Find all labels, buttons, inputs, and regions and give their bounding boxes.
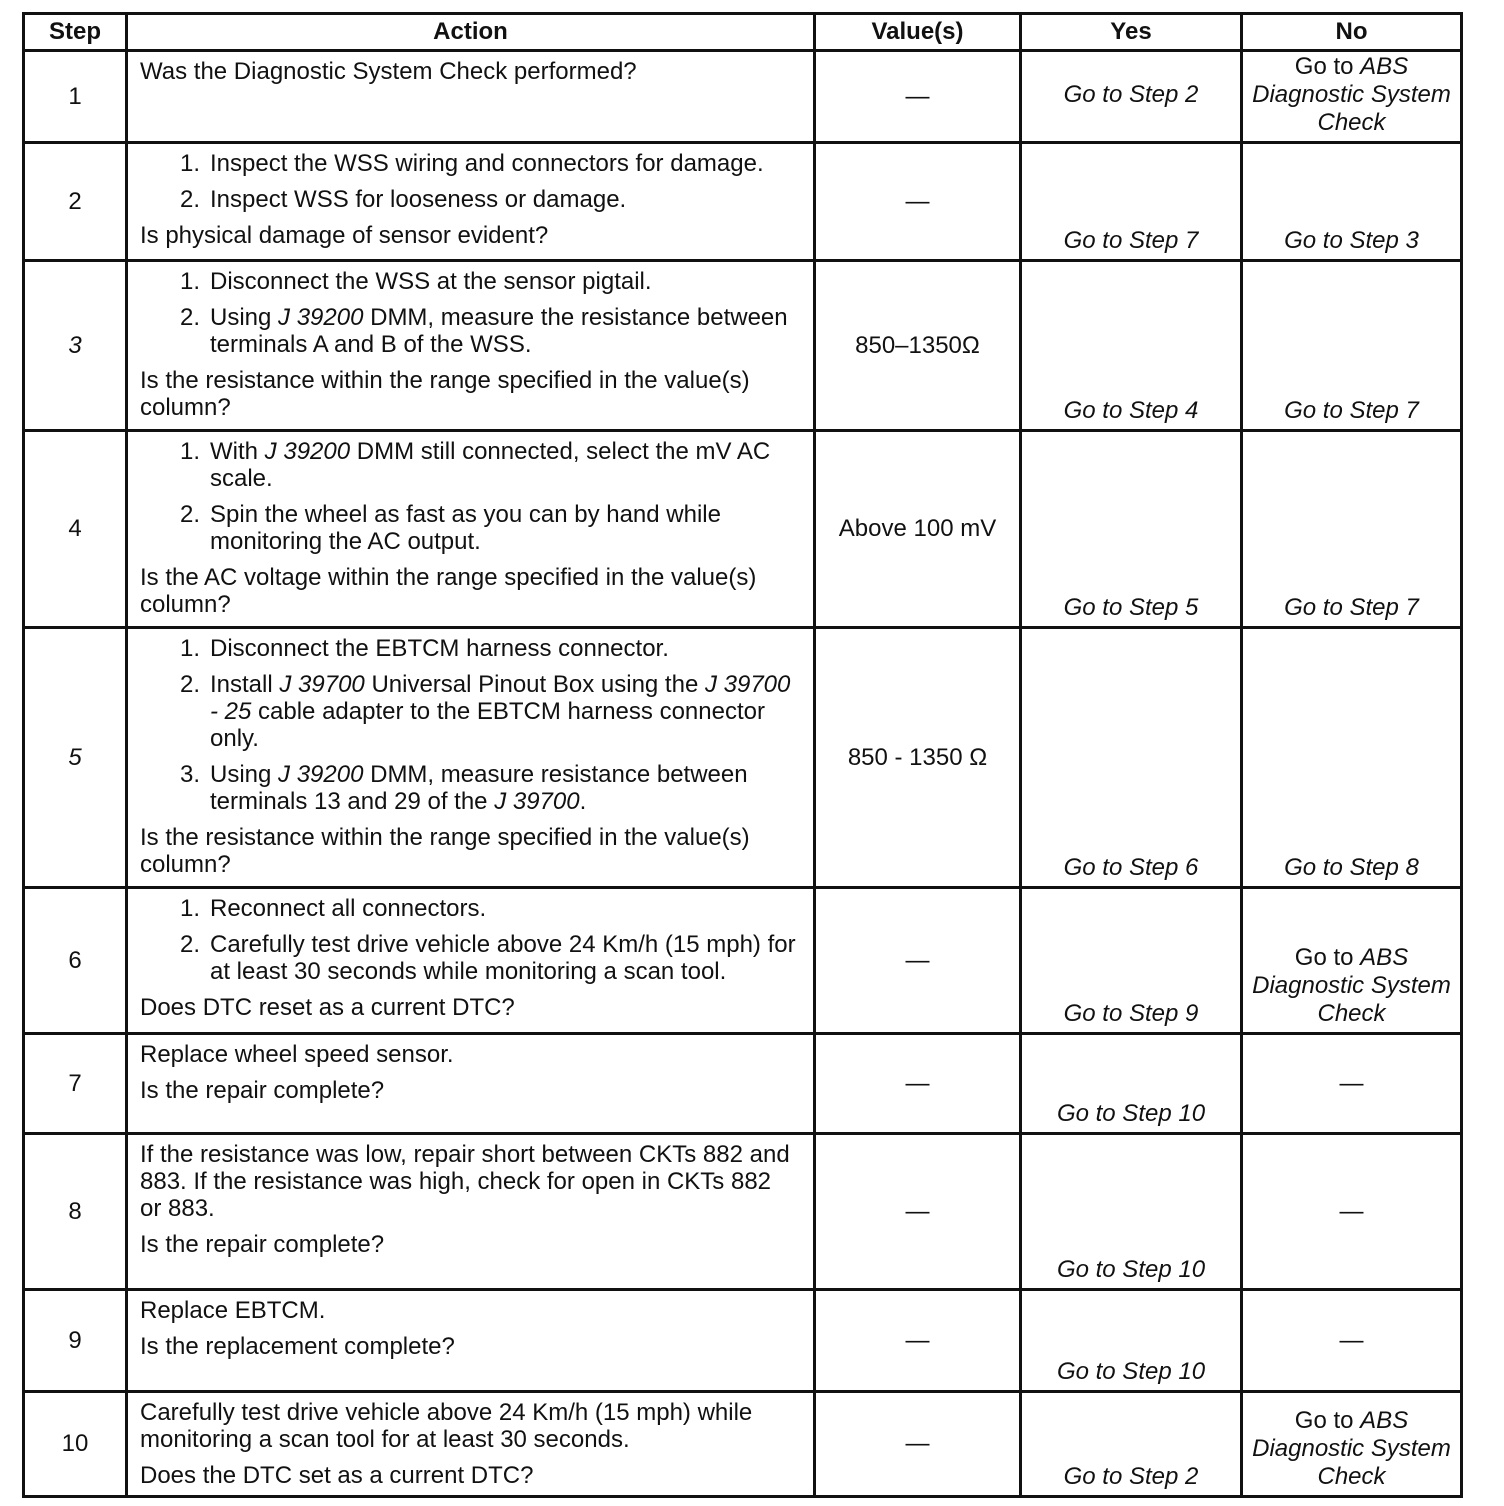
no-cell (1242, 51, 1462, 143)
table-row (24, 1392, 1462, 1497)
step-number: 6 (24, 888, 127, 1034)
table-row (24, 261, 1462, 431)
no-cell: — (1242, 1290, 1462, 1392)
no-prefix: Go to (1294, 1407, 1361, 1434)
tool-ref: J 39200 (264, 438, 351, 465)
yes-cell: Go to Step 10 (1021, 1034, 1242, 1134)
table-row (24, 628, 1462, 888)
step-number: 3 (24, 261, 127, 431)
step-number: 8 (24, 1134, 127, 1290)
action-question: Is the AC voltage within the range specified in the value(s) column? (140, 564, 757, 618)
no-cell (1242, 888, 1462, 1034)
step-number: 5 (24, 628, 127, 888)
value-cell: — (815, 143, 1021, 261)
table-row (24, 888, 1462, 1034)
header-no: No (1242, 14, 1462, 51)
tool-ref: J 39200 (278, 761, 364, 788)
action-cell (127, 1034, 815, 1134)
no-cell: Go to Step 3 (1242, 143, 1462, 261)
action-item: Install J 39700 Universal Pinout Box using the J 39700 - 25 cable adapter to the EBTCM harness connector only. (210, 671, 791, 752)
action-question: Does DTC reset as a current DTC? (140, 994, 515, 1021)
no-cell: — (1242, 1034, 1462, 1134)
yes-cell: Go to Step 7 (1021, 143, 1242, 261)
action-text: Replace wheel speed sensor. (140, 1041, 454, 1068)
action-item: Inspect WSS for looseness or damage. (210, 186, 627, 213)
header-action: Action (127, 14, 815, 51)
table-row (24, 51, 1462, 143)
tool-ref: J 39200 (278, 304, 364, 331)
step-number: 1 (24, 51, 127, 143)
action-item: Using J 39200 DMM, measure resistance between terminals 13 and 29 of the J 39700. (210, 761, 748, 815)
no-link: ABS Diagnostic System Check (1252, 52, 1451, 136)
step-number: 9 (24, 1290, 127, 1392)
diagnostic-table (22, 12, 1463, 1498)
value-cell: — (815, 1034, 1021, 1134)
action-cell (127, 51, 815, 143)
step-number: 2 (24, 143, 127, 261)
yes-cell: Go to Step 9 (1021, 888, 1242, 1034)
yes-cell: Go to Step 4 (1021, 261, 1242, 431)
action-cell (127, 1134, 815, 1290)
no-cell: — (1242, 1134, 1462, 1290)
action-cell (127, 1290, 815, 1392)
no-cell: Go to Step 7 (1242, 261, 1462, 431)
action-question: Is the resistance within the range specified in the value(s) column? (140, 367, 750, 421)
action-question: Is the repair complete? (140, 1077, 385, 1104)
action-item: Using J 39200 DMM, measure the resistance between terminals A and B of the WSS. (210, 304, 788, 358)
action-cell (127, 1392, 815, 1497)
yes-cell: Go to Step 10 (1021, 1290, 1242, 1392)
header-step: Step (24, 14, 127, 51)
no-prefix: Go to (1294, 944, 1361, 971)
table-row (24, 1034, 1462, 1134)
value-cell: Above 100 mV (815, 431, 1021, 628)
action-item: With J 39200 DMM still connected, select the mV AC scale. (210, 438, 771, 492)
table-row (24, 1134, 1462, 1290)
action-cell: 1. With J 39200 DMM still connected, select the mV AC scale. 2. Spin the wheel as fast as you can by hand while monitoring the AC output. Is the AC voltage within the range specified in the value(s) column? (127, 431, 815, 628)
yes-cell: Go to Step 6 (1021, 628, 1242, 888)
action-item: Reconnect all connectors. (210, 895, 487, 922)
no-cell (1242, 1392, 1462, 1497)
value-cell: — (815, 1392, 1021, 1497)
header-values: Value(s) (815, 14, 1021, 51)
action-item: Inspect the WSS wiring and connectors for damage. (210, 150, 764, 177)
header-row (24, 14, 1462, 51)
yes-cell: Go to Step 5 (1021, 431, 1242, 628)
yes-cell: Go to Step 2 (1021, 1392, 1242, 1497)
action-text: If the resistance was low, repair short between CKTs 882 and 883. If the resistance was high, check for open in CKTs 882 or 883. (140, 1141, 790, 1222)
value-cell: 850–1350Ω (815, 261, 1021, 431)
tool-ref: J 39700 (494, 788, 580, 815)
action-question: Is the replacement complete? (140, 1333, 455, 1360)
step-number: 10 (24, 1392, 127, 1497)
action-question: Is physical damage of sensor evident? (140, 222, 549, 249)
action-text: Was the Diagnostic System Check performed? (140, 58, 637, 85)
value-cell: — (815, 51, 1021, 143)
tool-ref: J 39700 - 25 (210, 671, 791, 725)
table-row (24, 431, 1462, 628)
no-link: ABS Diagnostic System Check (1252, 1407, 1451, 1490)
action-item: Spin the wheel as fast as you can by hand while monitoring the AC output. (210, 501, 721, 555)
value-cell: — (815, 888, 1021, 1034)
action-text: Carefully test drive vehicle above 24 Km/h (15 mph) while monitoring a scan tool for at least 30 seconds. (140, 1399, 753, 1453)
step-number: 7 (24, 1034, 127, 1134)
action-cell: 1. Reconnect all connectors. 2. Carefully test drive vehicle above 24 Km/h (15 mph) for at least 30 seconds while monitoring a scan tool. Does DTC reset as a current DTC? (127, 888, 815, 1034)
action-item: Disconnect the EBTCM harness connector. (210, 635, 669, 662)
action-question: Is the repair complete? (140, 1231, 385, 1258)
header-yes: Yes (1021, 14, 1242, 51)
action-item: Disconnect the WSS at the sensor pigtail. (210, 268, 652, 295)
action-item: Carefully test drive vehicle above 24 Km/h (15 mph) for at least 30 seconds while monitoring a scan tool. (210, 931, 796, 985)
table-row (24, 143, 1462, 261)
value-cell: — (815, 1134, 1021, 1290)
action-cell: 1. Disconnect the EBTCM harness connector. 2. Install J 39700 Universal Pinout Box using the J 39700 - 25 cable adapter to the EBTCM harness connector only. 3. Using J 39200 DMM, measure resistance between terminals 13 and 29 of the J 39700. Is the resistance within the range specified in the value(s) column? (127, 628, 815, 888)
action-text: Replace EBTCM. (140, 1297, 326, 1324)
step-number: 4 (24, 431, 127, 628)
yes-cell: Go to Step 2 (1021, 51, 1242, 143)
action-question: Does the DTC set as a current DTC? (140, 1462, 534, 1489)
no-cell: Go to Step 8 (1242, 628, 1462, 888)
action-question: Is the resistance within the range specified in the value(s) column? (140, 824, 750, 878)
no-prefix: Go to (1294, 52, 1361, 80)
action-cell: 1. Disconnect the WSS at the sensor pigtail. 2. Using J 39200 DMM, measure the resistance between terminals A and B of the WSS. Is the resistance within the range specified in the value(s) column? (127, 261, 815, 431)
table-row (24, 1290, 1462, 1392)
value-cell: 850 - 1350 Ω (815, 628, 1021, 888)
no-cell: Go to Step 7 (1242, 431, 1462, 628)
value-cell: — (815, 1290, 1021, 1392)
no-link: ABS Diagnostic System Check (1252, 944, 1451, 1027)
yes-cell: Go to Step 10 (1021, 1134, 1242, 1290)
action-cell: 1. Inspect the WSS wiring and connectors for damage. 2. Inspect WSS for looseness or damage. Is physical damage of sensor evident? (127, 143, 815, 261)
tool-ref: J 39700 (279, 671, 365, 698)
